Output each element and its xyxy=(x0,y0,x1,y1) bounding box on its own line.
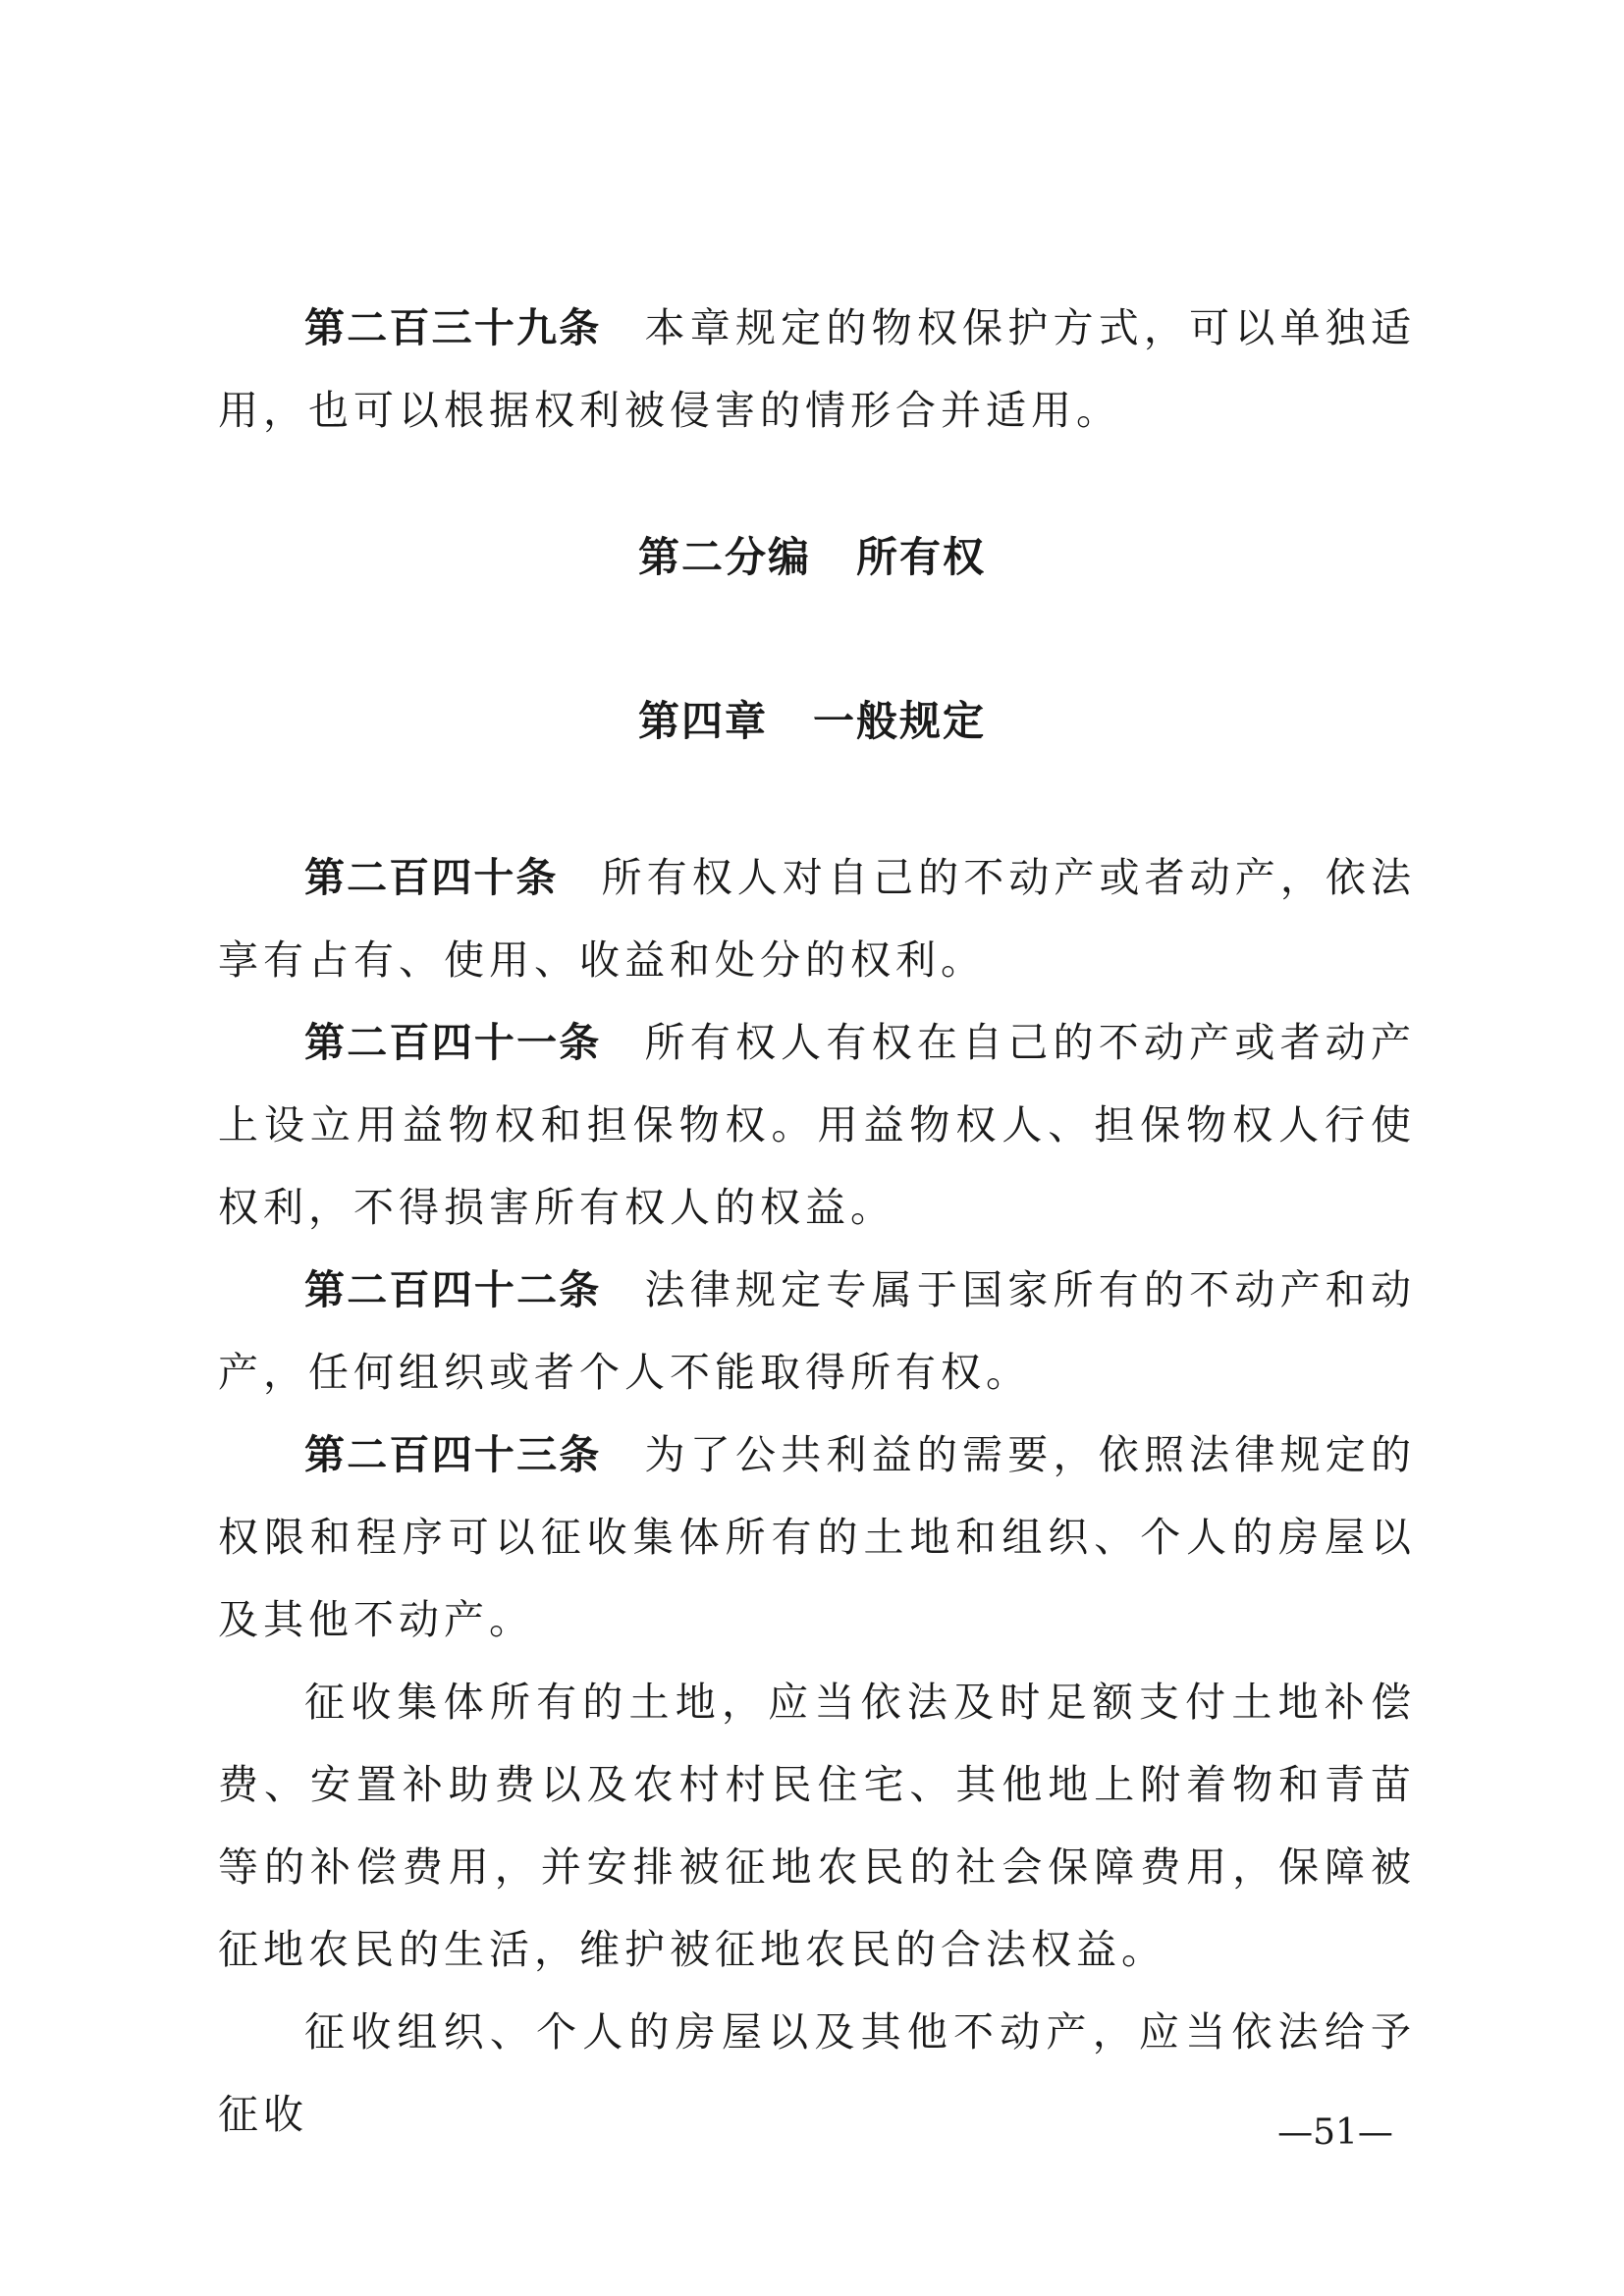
paragraph: 征收组织、个人的房屋以及其他不动产，应当依法给予征收 xyxy=(218,2008,1416,2138)
paragraph: 征收集体所有的土地，应当依法及时足额支付土地补偿费、安置补助费以及农村村民住宅、其他地上附着物和青苗等的补偿费用，并安排被征地农民的社会保障费用，保障被征地农民的生活，维护被征地农民的合法权益。 xyxy=(218,1679,1416,1973)
article-240 xyxy=(218,836,1416,1001)
article-text: 为了公共利益的需要，依照法律规定的权限和程序可以征收集体所有的土地和组织、个人的房屋以及其他不动产。 xyxy=(218,1431,1417,1643)
article-number: 第二百四十二条 xyxy=(304,1266,602,1313)
chapter-heading xyxy=(0,692,1624,751)
page-number: —51— xyxy=(1277,2112,1393,2153)
article-number: 第二百四十条 xyxy=(304,854,559,901)
article-number: 第二百四十一条 xyxy=(304,1019,602,1066)
article-text: 所有权人对自己的不动产或者动产，依法享有占有、使用、收益和处分的权利。 xyxy=(218,854,1417,984)
part-heading-title: 所有权 xyxy=(856,533,987,581)
part-heading-label: 第二分编 xyxy=(637,533,811,581)
article-242 xyxy=(218,1249,1416,1414)
part-heading xyxy=(0,528,1624,587)
article-239 xyxy=(218,287,1416,452)
article-text: 本章规定的物权保护方式，可以单独适用，也可以根据权利被侵害的情形合并适用。 xyxy=(218,304,1417,434)
chapter-heading-label: 第四章 xyxy=(637,697,768,745)
article-number: 第二百四十三条 xyxy=(304,1431,602,1478)
article-243 xyxy=(218,1414,1416,1661)
article-number: 第二百三十九条 xyxy=(304,304,602,351)
chapter-heading-title: 一般规定 xyxy=(813,697,987,745)
article-241 xyxy=(218,1001,1416,1249)
article-text: 法律规定专属于国家所有的不动产和动产，任何组织或者个人不能取得所有权。 xyxy=(218,1266,1417,1396)
article-text: 所有权人有权在自己的不动产或者动产上设立用益物权和担保物权。用益物权人、担保物权人行使权利，不得损害所有权人的权益。 xyxy=(218,1019,1417,1231)
